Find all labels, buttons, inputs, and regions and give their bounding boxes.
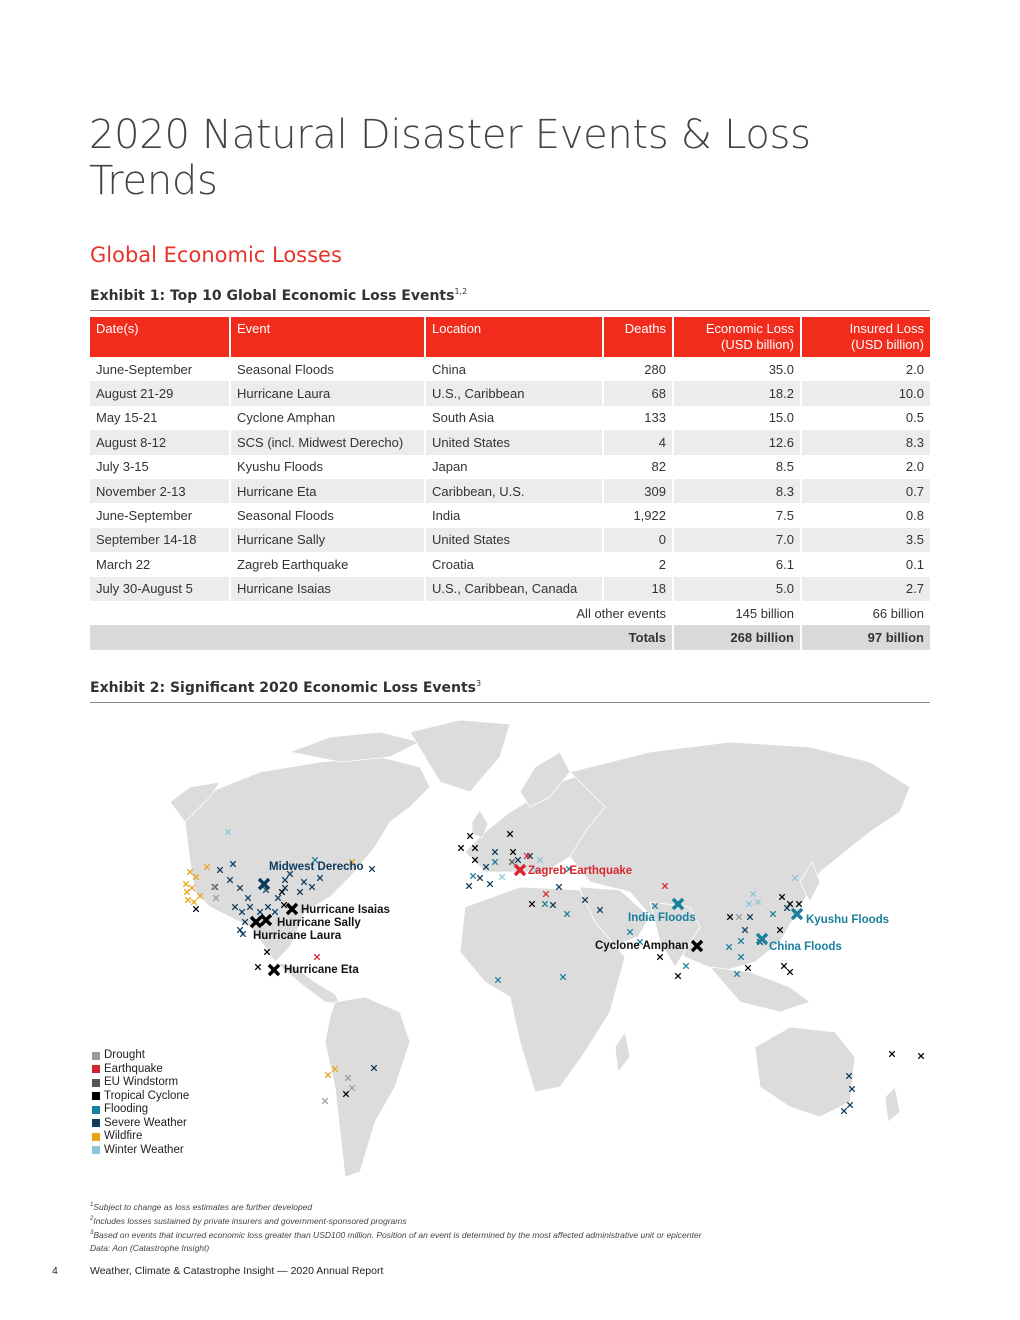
legend-label: EU Windstorm (104, 1076, 179, 1088)
label-zagreb-earthquake: Zagreb Earthquake (528, 865, 633, 877)
exhibit2-rule (90, 702, 930, 703)
cell-location: Croatia (425, 552, 603, 576)
legend-swatch (92, 1065, 100, 1073)
header-dates: Date(s) (90, 317, 230, 357)
header-event: Event (230, 317, 425, 357)
cell-location: United States (425, 430, 603, 454)
event-marker-tropical-cyclone (658, 955, 663, 960)
cell-deaths: 1,922 (603, 503, 673, 527)
legend-item (92, 1144, 189, 1158)
footnote-text: Based on events that incurred economic loss greater than USD100 million. Position of an event is determined by the most affected administrative unit or epicenter (93, 1229, 702, 1240)
cell-date: August 8-12 (90, 430, 230, 454)
footnote-marker: 2 (90, 1215, 94, 1222)
cell-economic-loss: 15.0 (673, 406, 801, 430)
other-events-label: All other events (90, 601, 673, 625)
exhibit2-title (90, 679, 481, 696)
land-madagascar (615, 1032, 630, 1072)
event-marker-tropical-cyclone (919, 1054, 924, 1059)
header-insured-loss (801, 317, 930, 357)
legend-label: Winter Weather (104, 1143, 184, 1156)
table-row (90, 528, 930, 552)
footnote (90, 1227, 701, 1241)
event-marker-flooding (684, 964, 689, 969)
cell-economic-loss: 8.5 (673, 455, 801, 479)
legend-label: Drought (104, 1049, 145, 1061)
cell-deaths: 4 (603, 430, 673, 454)
header-economic-loss-line2: (USD billion) (721, 337, 794, 352)
exhibit1-title (90, 287, 467, 304)
label-china-floods: China Floods (769, 941, 842, 953)
event-marker-winter-weather (500, 875, 505, 880)
label-midwest-derecho: Midwest Derecho (269, 861, 364, 873)
table-row (90, 479, 930, 503)
header-economic-loss (673, 317, 801, 357)
label-hurricane-laura: Hurricane Laura (253, 930, 342, 942)
cell-deaths: 82 (603, 455, 673, 479)
legend-item (92, 1049, 189, 1063)
cell-date: May 15-21 (90, 406, 230, 430)
legend-label: Tropical Cyclone (104, 1089, 190, 1102)
exhibit1-title-text: Exhibit 1: Top 10 Global Economic Loss Events (90, 288, 455, 304)
cell-insured-loss: 2.7 (801, 577, 930, 601)
cell-insured-loss: 2.0 (801, 455, 930, 479)
cell-insured-loss: 0.7 (801, 479, 930, 503)
event-marker-tropical-cyclone (459, 846, 464, 851)
label-india-floods: India Floods (628, 912, 696, 924)
legend-swatch (92, 1052, 100, 1060)
event-marker-tropical-cyclone (788, 970, 793, 975)
legend-item (92, 1090, 189, 1104)
totals-insured: 97 billion (801, 625, 930, 649)
legend-swatch (92, 1092, 100, 1100)
legend-item (92, 1103, 189, 1117)
cell-location: Caribbean, U.S. (425, 479, 603, 503)
land-south-america (325, 997, 410, 1177)
table-summary (90, 601, 930, 650)
exhibit2-title-text: Exhibit 2: Significant 2020 Economic Loss Events (90, 680, 477, 696)
cell-location: South Asia (425, 406, 603, 430)
event-marker-tropical-cyclone (676, 974, 681, 979)
cell-insured-loss: 0.8 (801, 503, 930, 527)
map-legend (92, 1049, 189, 1157)
cell-location: United States (425, 528, 603, 552)
cell-event: Hurricane Laura (230, 381, 425, 405)
event-marker-wildfire (326, 1073, 331, 1078)
legend-label: Flooding (104, 1103, 149, 1115)
legend-swatch (92, 1079, 100, 1087)
table-row (90, 552, 930, 576)
footnote-marker: 3 (90, 1229, 94, 1236)
footnote-text: Includes losses sustained by private insurers and government-sponsored programs (93, 1215, 407, 1226)
cell-date: August 21-29 (90, 381, 230, 405)
cell-deaths: 68 (603, 381, 673, 405)
header-economic-loss-line1: Economic Loss (705, 321, 794, 336)
table-row (90, 357, 930, 381)
legend-label: Wildfire (104, 1130, 143, 1142)
event-marker-severe-weather (370, 867, 375, 872)
cell-date: September 14-18 (90, 528, 230, 552)
totals-row (90, 625, 930, 649)
label-hurricane-isaias: Hurricane Isaias (301, 904, 390, 916)
label-hurricane-eta: Hurricane Eta (284, 964, 359, 976)
cell-economic-loss: 8.3 (673, 479, 801, 503)
totals-economic: 268 billion (673, 625, 801, 649)
cell-insured-loss: 0.5 (801, 406, 930, 430)
event-marker-tropical-cyclone (746, 966, 751, 971)
cell-insured-loss: 8.3 (801, 430, 930, 454)
label-hurricane-sally: Hurricane Sally (277, 917, 361, 929)
footnote-marker: 1 (90, 1202, 94, 1208)
table-row (90, 503, 930, 527)
cell-event: Seasonal Floods (230, 503, 425, 527)
event-marker-severe-weather (842, 1109, 847, 1114)
footer-text: Weather, Climate & Catastrophe Insight — 2020 Annual Report (90, 1265, 384, 1277)
header-insured-loss-line1: Insured Loss (849, 321, 924, 336)
cell-insured-loss: 3.5 (801, 528, 930, 552)
other-events-insured: 66 billion (801, 601, 930, 625)
cell-event: Hurricane Isaias (230, 577, 425, 601)
cell-insured-loss: 2.0 (801, 357, 930, 381)
label-cyclone-amphan: Cyclone Amphan (595, 940, 689, 952)
cell-event: Seasonal Floods (230, 357, 425, 381)
cell-date: June-September (90, 503, 230, 527)
page-title: 2020 Natural Disaster Events & Loss Trends (89, 112, 811, 204)
table-header-row (90, 317, 930, 357)
legend-swatch (92, 1106, 100, 1114)
table-row (90, 577, 930, 601)
world-map (90, 712, 930, 1182)
exhibit2-title-sup: 3 (476, 679, 482, 688)
legend-label: Earthquake (104, 1062, 163, 1075)
event-marker-wildfire (192, 900, 197, 905)
land-arctic-islands (290, 732, 420, 762)
cell-economic-loss: 7.5 (673, 503, 801, 527)
cell-insured-loss: 0.1 (801, 552, 930, 576)
footnote (90, 1213, 701, 1227)
header-location: Location (425, 317, 603, 357)
legend-swatch (92, 1146, 100, 1154)
label-kyushu-floods: Kyushu Floods (806, 914, 890, 926)
page-number: 4 (52, 1265, 58, 1277)
legend-swatch (92, 1133, 100, 1141)
footnote (90, 1199, 701, 1213)
exhibit1-title-sup: 1,2 (454, 287, 468, 296)
event-marker-tropical-cyclone (256, 965, 261, 970)
cell-location: U.S., Caribbean (425, 381, 603, 405)
cell-deaths: 280 (603, 357, 673, 381)
cell-economic-loss: 18.2 (673, 381, 801, 405)
land-australia (755, 1027, 855, 1117)
cell-location: Japan (425, 455, 603, 479)
event-marker-flooding (471, 874, 476, 879)
event-marker-tropical-cyclone (890, 1052, 895, 1057)
cell-economic-loss: 5.0 (673, 577, 801, 601)
event-marker-severe-weather (478, 876, 483, 881)
cell-location: U.S., Caribbean, Canada (425, 577, 603, 601)
table-body (90, 357, 930, 601)
cell-economic-loss: 35.0 (673, 357, 801, 381)
table-row (90, 430, 930, 454)
cell-deaths: 2 (603, 552, 673, 576)
legend-label: Severe Weather (104, 1116, 187, 1129)
cell-deaths: 133 (603, 406, 673, 430)
cell-date: November 2-13 (90, 479, 230, 503)
legend-item (92, 1063, 189, 1077)
cell-economic-loss: 6.1 (673, 552, 801, 576)
cell-date: March 22 (90, 552, 230, 576)
event-marker-severe-weather (488, 882, 493, 887)
exhibit1-rule (90, 310, 930, 311)
cell-economic-loss: 7.0 (673, 528, 801, 552)
event-marker-wildfire (190, 886, 195, 891)
cell-location: India (425, 503, 603, 527)
cell-event: Hurricane Eta (230, 479, 425, 503)
cell-date: June-September (90, 357, 230, 381)
cell-economic-loss: 12.6 (673, 430, 801, 454)
cell-event: Cyclone Amphan (230, 406, 425, 430)
event-marker-severe-weather (848, 1103, 853, 1108)
legend-item (92, 1117, 189, 1131)
legend-item (92, 1076, 189, 1090)
land-new-zealand (885, 1087, 900, 1122)
event-marker-wildfire (184, 882, 189, 887)
cell-event: Kyushu Floods (230, 455, 425, 479)
table-row (90, 381, 930, 405)
event-marker-tropical-cyclone (782, 964, 787, 969)
event-marker-tropical-cyclone (194, 907, 199, 912)
event-marker-wildfire (186, 898, 191, 903)
footnote-text: Data: Aon (Catastrophe Insight) (90, 1243, 210, 1254)
cell-deaths: 309 (603, 479, 673, 503)
cell-location: China (425, 357, 603, 381)
footnotes (90, 1199, 701, 1254)
other-events-economic: 145 billion (673, 601, 801, 625)
legend-swatch (92, 1119, 100, 1127)
cell-event: SCS (incl. Midwest Derecho) (230, 430, 425, 454)
event-marker-wildfire (185, 890, 190, 895)
section-title: Global Economic Losses (90, 243, 342, 267)
cell-date: July 3-15 (90, 455, 230, 479)
cell-event: Hurricane Sally (230, 528, 425, 552)
land-southeast-asia (710, 967, 810, 1012)
table-row (90, 406, 930, 430)
header-insured-loss-line2: (USD billion) (851, 337, 924, 352)
cell-date: July 30-August 5 (90, 577, 230, 601)
footnote (90, 1240, 701, 1254)
cell-event: Zagreb Earthquake (230, 552, 425, 576)
cell-insured-loss: 10.0 (801, 381, 930, 405)
event-marker-severe-weather (467, 884, 472, 889)
legend-item (92, 1130, 189, 1144)
totals-label: Totals (90, 625, 673, 649)
cell-deaths: 18 (603, 577, 673, 601)
cell-deaths: 0 (603, 528, 673, 552)
table-row (90, 455, 930, 479)
event-marker-earthquake (315, 955, 320, 960)
event-marker-drought (323, 1099, 328, 1104)
major-event-marker-tropical-cyclone (269, 965, 279, 975)
loss-table (90, 317, 930, 650)
event-marker-tropical-cyclone (468, 834, 473, 839)
footnote-text: Subject to change as loss estimates are further developed (93, 1201, 313, 1212)
header-deaths: Deaths (603, 317, 673, 357)
other-events-row (90, 601, 930, 625)
